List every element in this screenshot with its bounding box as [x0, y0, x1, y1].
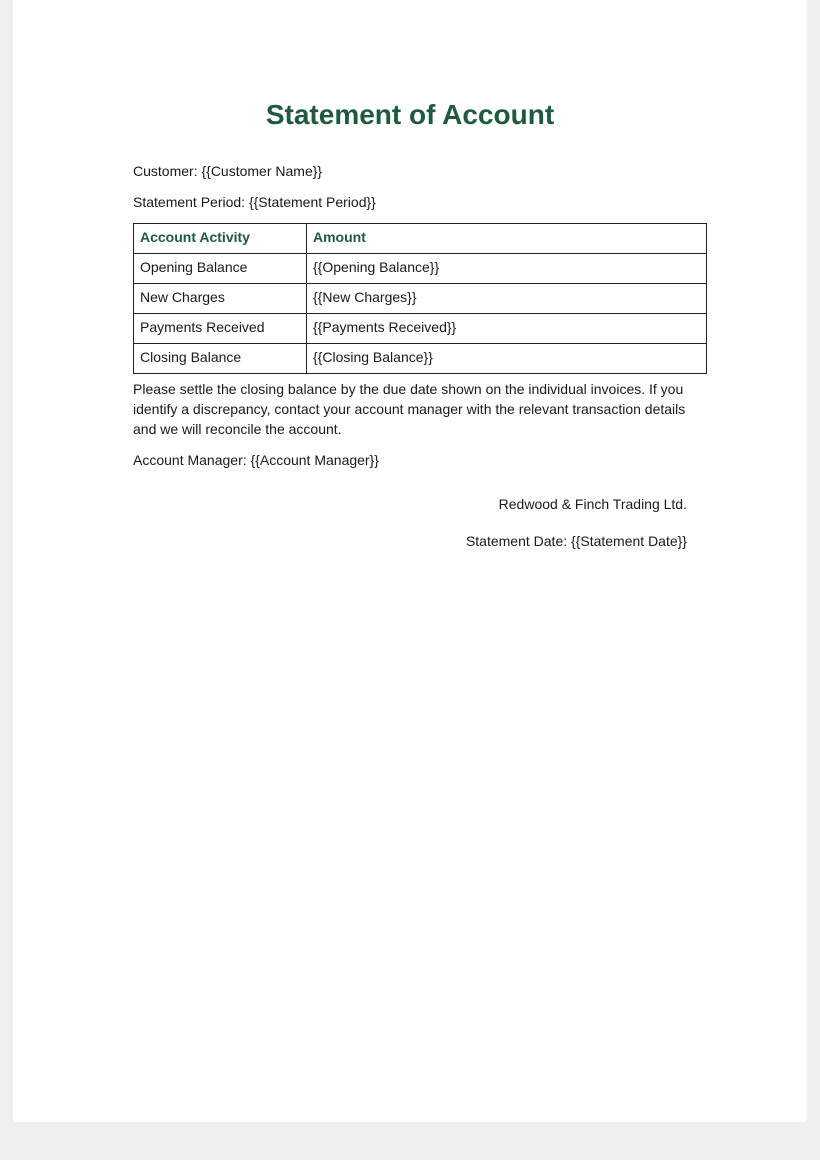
table-cell-activity: Payments Received	[134, 314, 307, 344]
table-row	[134, 254, 707, 284]
company-name: Redwood & Finch Trading Ltd.	[498, 496, 687, 512]
statement-date-line: Statement Date: {{Statement Date}}	[465, 533, 687, 549]
document-page	[13, 0, 807, 1122]
table-cell-amount: {{New Charges}}	[307, 284, 707, 314]
document-title: Statement of Account	[265, 99, 555, 130]
table-cell-amount: {{Closing Balance}}	[307, 344, 707, 374]
table-header-row	[134, 224, 707, 254]
table-row	[134, 284, 707, 314]
account-activity-table	[133, 223, 707, 374]
table-cell-amount: {{Payments Received}}	[307, 314, 707, 344]
customer-line: Customer: {{Customer Name}}	[133, 163, 323, 179]
table-header-activity: Account Activity	[134, 224, 307, 254]
settlement-note: Please settle the closing balance by the due date shown on the individual invoices. If you identify a discrepancy, contact your account manager with the relevant transaction details and we will reconcile the account.	[133, 381, 686, 437]
statement-period-line: Statement Period: {{Statement Period}}	[133, 194, 376, 210]
table-header-amount: Amount	[307, 224, 707, 254]
table-row	[134, 344, 707, 374]
table-row	[134, 314, 707, 344]
account-manager-line: Account Manager: {{Account Manager}}	[133, 452, 379, 468]
table-cell-activity: Closing Balance	[134, 344, 307, 374]
table-cell-activity: Opening Balance	[134, 254, 307, 284]
table-cell-activity: New Charges	[134, 284, 307, 314]
table-cell-amount: {{Opening Balance}}	[307, 254, 707, 284]
